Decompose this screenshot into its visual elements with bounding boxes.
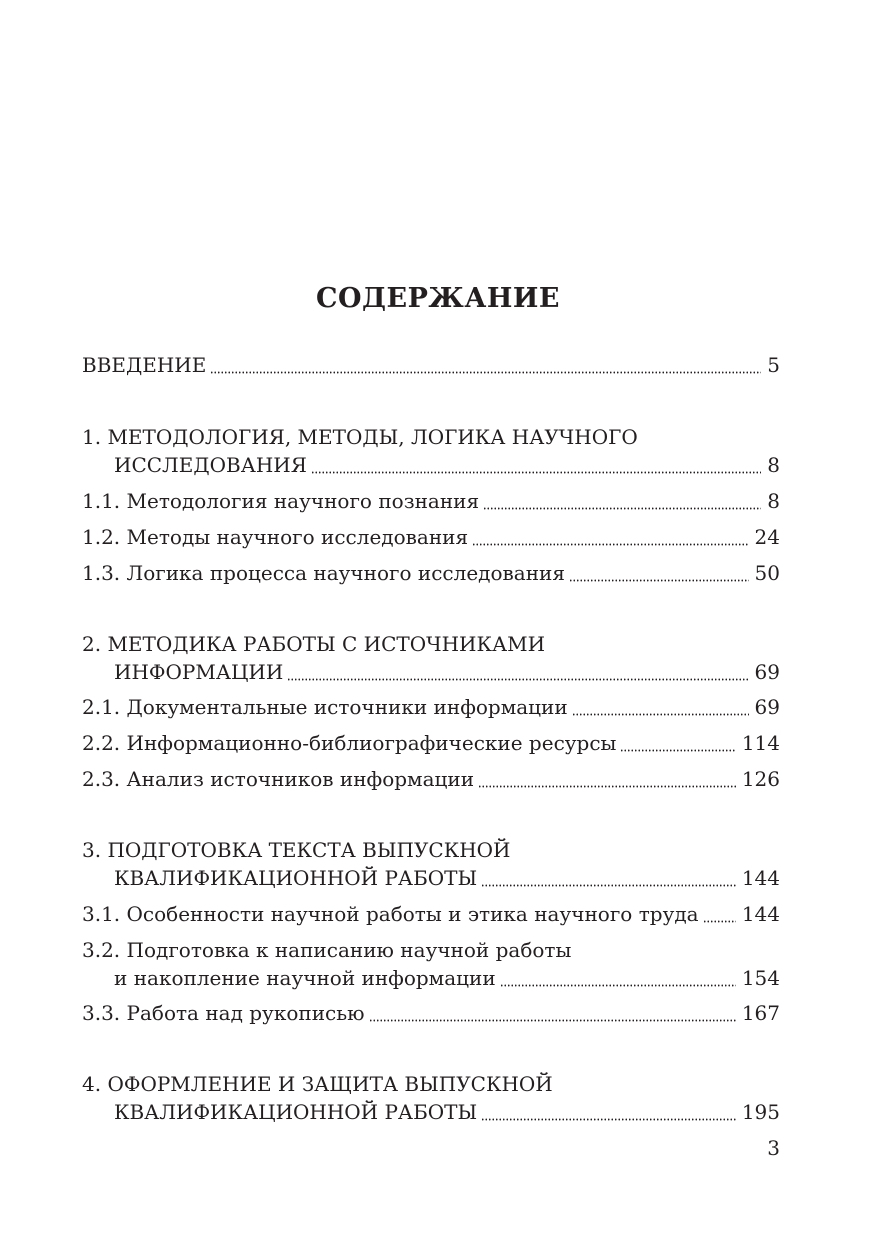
toc-entry-title-cont: и накопление научной информации <box>114 966 496 990</box>
toc-entry-page: 69 <box>754 695 780 719</box>
toc-chapter-2[interactable] <box>114 658 780 686</box>
toc-section-1-1[interactable] <box>82 487 780 515</box>
toc-entry-page: 50 <box>754 561 780 585</box>
toc-entry-page: 8 <box>767 453 780 477</box>
toc-entry-title: 4. ОФОРМЛЕНИЕ И ЗАЩИТА ВЫПУСКНОЙ <box>82 1072 553 1096</box>
toc-entry-title: 3.1. Особенности научной работы и этика научного труда <box>82 902 699 926</box>
toc-entry-page: 126 <box>741 767 780 791</box>
dot-leader <box>472 541 748 547</box>
toc-entry-page: 8 <box>767 489 780 513</box>
toc-entry-title-cont: КВАЛИФИКАЦИОННОЙ РАБОТЫ <box>114 866 478 890</box>
toc-entry-page: 24 <box>754 525 780 549</box>
dot-leader <box>703 918 736 924</box>
toc-chapter-4[interactable] <box>114 1098 780 1126</box>
page-number: 3 <box>767 1136 780 1160</box>
toc-entry-page: 195 <box>741 1100 780 1124</box>
toc-chapter-3[interactable] <box>114 864 780 892</box>
toc-entry-title: 1.3. Логика процесса научного исследования <box>82 561 565 585</box>
dot-leader <box>483 505 761 511</box>
page-title: СОДЕРЖАНИЕ <box>316 283 560 314</box>
toc-entry-title: 2.2. Информационно-библиографические ресурсы <box>82 731 617 755</box>
dot-leader <box>500 982 736 988</box>
dot-leader <box>369 1017 736 1023</box>
toc-section-1-2[interactable] <box>82 523 780 551</box>
toc-section-3-3[interactable] <box>82 999 780 1027</box>
toc-section-3-1[interactable] <box>82 900 780 928</box>
toc-section-2-3[interactable] <box>82 765 780 793</box>
toc-entry-title: 3. ПОДГОТОВКА ТЕКСТА ВЫПУСКНОЙ <box>82 838 511 862</box>
toc-section-2-2[interactable] <box>82 729 780 757</box>
toc-entry-page: 167 <box>741 1001 780 1025</box>
dot-leader <box>210 369 761 375</box>
dot-leader <box>620 747 735 753</box>
toc-entry-page: 114 <box>741 731 780 755</box>
dot-leader <box>311 469 761 475</box>
toc-entry-introduction[interactable] <box>82 351 780 379</box>
toc-section-1-3[interactable] <box>82 559 780 587</box>
toc-section-3-2[interactable] <box>114 964 780 992</box>
dot-leader <box>569 577 749 583</box>
dot-leader <box>481 1116 736 1122</box>
toc-entry-title: 3.2. Подготовка к написанию научной работы <box>82 938 572 962</box>
toc-chapter-3-heading[interactable] <box>82 836 780 864</box>
toc-entry-page: 5 <box>767 353 780 377</box>
toc-entry-page: 144 <box>741 866 780 890</box>
toc-section-2-1[interactable] <box>82 693 780 721</box>
toc-entry-title-cont: ИНФОРМАЦИИ <box>114 660 284 684</box>
dot-leader <box>287 676 748 682</box>
toc-entry-title: 1.1. Методология научного познания <box>82 489 480 513</box>
toc-entry-title: 2. МЕТОДИКА РАБОТЫ С ИСТОЧНИКАМИ <box>82 632 546 656</box>
toc-section-3-2-heading[interactable] <box>82 936 780 964</box>
toc-chapter-4-heading[interactable] <box>82 1070 780 1098</box>
toc-entry-title: 1. МЕТОДОЛОГИЯ, МЕТОДЫ, ЛОГИКА НАУЧНОГО <box>82 425 638 449</box>
toc-entry-title: ВВЕДЕНИЕ <box>82 353 207 377</box>
toc-entry-title: 2.3. Анализ источников информации <box>82 767 475 791</box>
toc-chapter-1[interactable] <box>114 451 780 479</box>
toc-entry-title-cont: ИССЛЕДОВАНИЯ <box>114 453 307 477</box>
toc-entry-title-cont: КВАЛИФИКАЦИОННОЙ РАБОТЫ <box>114 1100 478 1124</box>
toc-chapter-1-heading[interactable] <box>82 423 780 451</box>
toc-entry-page: 144 <box>741 902 780 926</box>
dot-leader <box>572 711 749 717</box>
dot-leader <box>478 783 736 789</box>
dot-leader <box>481 882 736 888</box>
toc-entry-title: 1.2. Методы научного исследования <box>82 525 469 549</box>
toc-entry-page: 154 <box>741 966 780 990</box>
toc-entry-title: 3.3. Работа над рукописью <box>82 1001 365 1025</box>
toc-chapter-2-heading[interactable] <box>82 630 780 658</box>
toc-entry-title: 2.1. Документальные источники информации <box>82 695 568 719</box>
toc-entry-page: 69 <box>754 660 780 684</box>
